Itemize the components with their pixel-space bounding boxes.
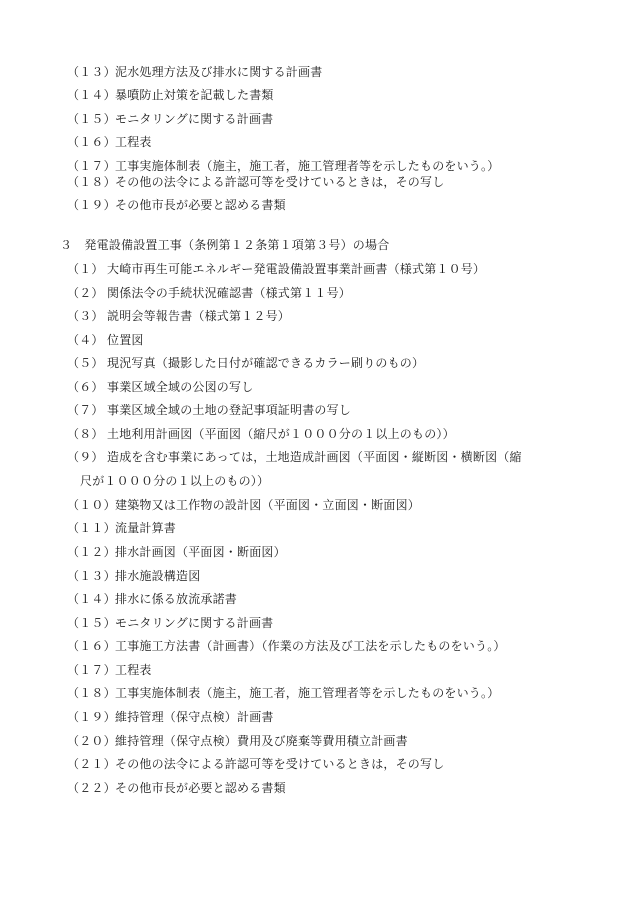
item-text: 関係法令の手続状況確認書（様式第１１号） [107,286,352,300]
item-text: その他の法令による許認可等を受けているときは，その写し [115,757,445,771]
item-text: 事業区域全域の土地の登記事項証明書の写し [107,403,352,417]
list-item [67,355,424,371]
list-item [67,685,499,701]
item-text: 維持管理（保守点検）計画書 [115,710,274,724]
item-number: （１８） [67,175,116,189]
item-text: 工事施工方法書（計画書）（作業の方法及び工法を示したものをいう。） [115,639,506,653]
item-number: （２２） [67,781,116,795]
item-text: 工事実施体制表（施主，施工者，施工管理者等を示したものをいう。） [115,159,500,173]
list-item [67,615,273,631]
item-text: 建築物又は工作物の設計図（平面図・立面図・断面図） [115,498,421,512]
item-text: 造成を含む事業にあっては，土地造成計画図（平面図・縦断図・横断図（縮 [107,450,522,464]
list-item [67,261,485,277]
list-item [67,426,455,442]
list-item [67,197,286,213]
item-text: 暴噴防止対策を記載した書類 [115,88,274,102]
list-item [67,158,499,174]
item-text: その他の法令による許認可等を受けているときは，その写し [115,175,445,189]
item-text: 工程表 [115,135,152,149]
item-number: （１４） [67,88,116,102]
item-text: 土地利用計画図（平面図（縮尺が１０００分の１以上のもの）） [107,427,455,441]
item-text: 工事実施体制表（施主，施工者，施工管理者等を示したものをいう。） [115,686,500,700]
list-item [67,591,237,607]
item-text: 排水に係る放流承諾書 [115,592,238,606]
item-text: 排水施設構造図 [115,569,201,583]
item-number: （７） [67,403,104,417]
item-number: （３） [67,309,104,323]
item-number: （１３） [67,65,116,79]
list-item [67,332,144,348]
list-item [67,544,286,560]
item-number: （１７） [67,159,116,173]
list-item [67,134,152,150]
item-text: 排水計画図（平面図・断面図） [115,545,286,559]
item-number: （１０） [67,498,116,512]
list-item [67,568,200,584]
item-number: （１４） [67,592,116,606]
item-text: 工程表 [115,663,152,677]
item-text: 説明会等報告書（様式第１２号） [107,309,291,323]
item-text: 位置図 [107,333,144,347]
item-text: 大崎市再生可能エネルギー発電設備設置事業計画書（様式第１０号） [107,262,486,276]
item-number: （２０） [67,734,116,748]
list-item [67,174,444,190]
list-item [67,638,506,654]
item-text: 維持管理（保守点検）費用及び廃棄等費用積立計画書 [115,734,408,748]
list-item [67,379,253,395]
item-number: （１６） [67,135,116,149]
item-text: モニタリングに関する計画書 [115,616,274,630]
item-number: （１６） [67,639,116,653]
item-text: モニタリングに関する計画書 [115,112,274,126]
item-text: 流量計算書 [115,521,177,535]
item-number: （９） [67,450,104,464]
item-number: （６） [67,380,104,394]
list-item [67,449,522,465]
item-number: （８） [67,427,104,441]
item-number: （４） [67,333,104,347]
item-number: （５） [67,356,104,370]
item-number: （１２） [67,545,116,559]
item-text: その他市長が必要と認める書類 [115,198,286,212]
list-item [67,285,351,301]
item-number: （２１） [67,757,116,771]
list-item [67,733,408,749]
item-number: （１８） [67,686,116,700]
item-number: （１５） [67,616,116,630]
list-item [67,520,176,536]
item-number: （１９） [67,198,116,212]
list-item [67,87,274,103]
item-text: 事業区域全域の公図の写し [107,380,254,394]
list-item [67,308,290,324]
list-item [67,497,420,513]
item-number: （２） [67,286,104,300]
item-text: 現況写真（撮影した日付が確認できるカラー刷りのもの） [107,356,425,370]
list-item [67,64,322,80]
item-number: （１３） [67,569,116,583]
item-number: （１５） [67,112,116,126]
list-item-continuation: 尺が１０００分の１以上のもの）） [80,474,270,488]
list-item [67,662,152,678]
list-item [67,709,274,725]
item-text: その他市長が必要と認める書類 [115,781,286,795]
item-number: （１） [67,262,104,276]
list-item [67,780,286,796]
section-heading: ３ 発電設備設置工事（条例第１２条第１項第３号）の場合 [60,238,390,252]
item-number: （１１） [67,521,116,535]
list-item [67,402,351,418]
list-item [67,111,273,127]
item-number: （１７） [67,663,116,677]
item-number: （１９） [67,710,116,724]
list-item [67,756,444,772]
item-text: 泥水処理方法及び排水に関する計画書 [115,65,323,79]
